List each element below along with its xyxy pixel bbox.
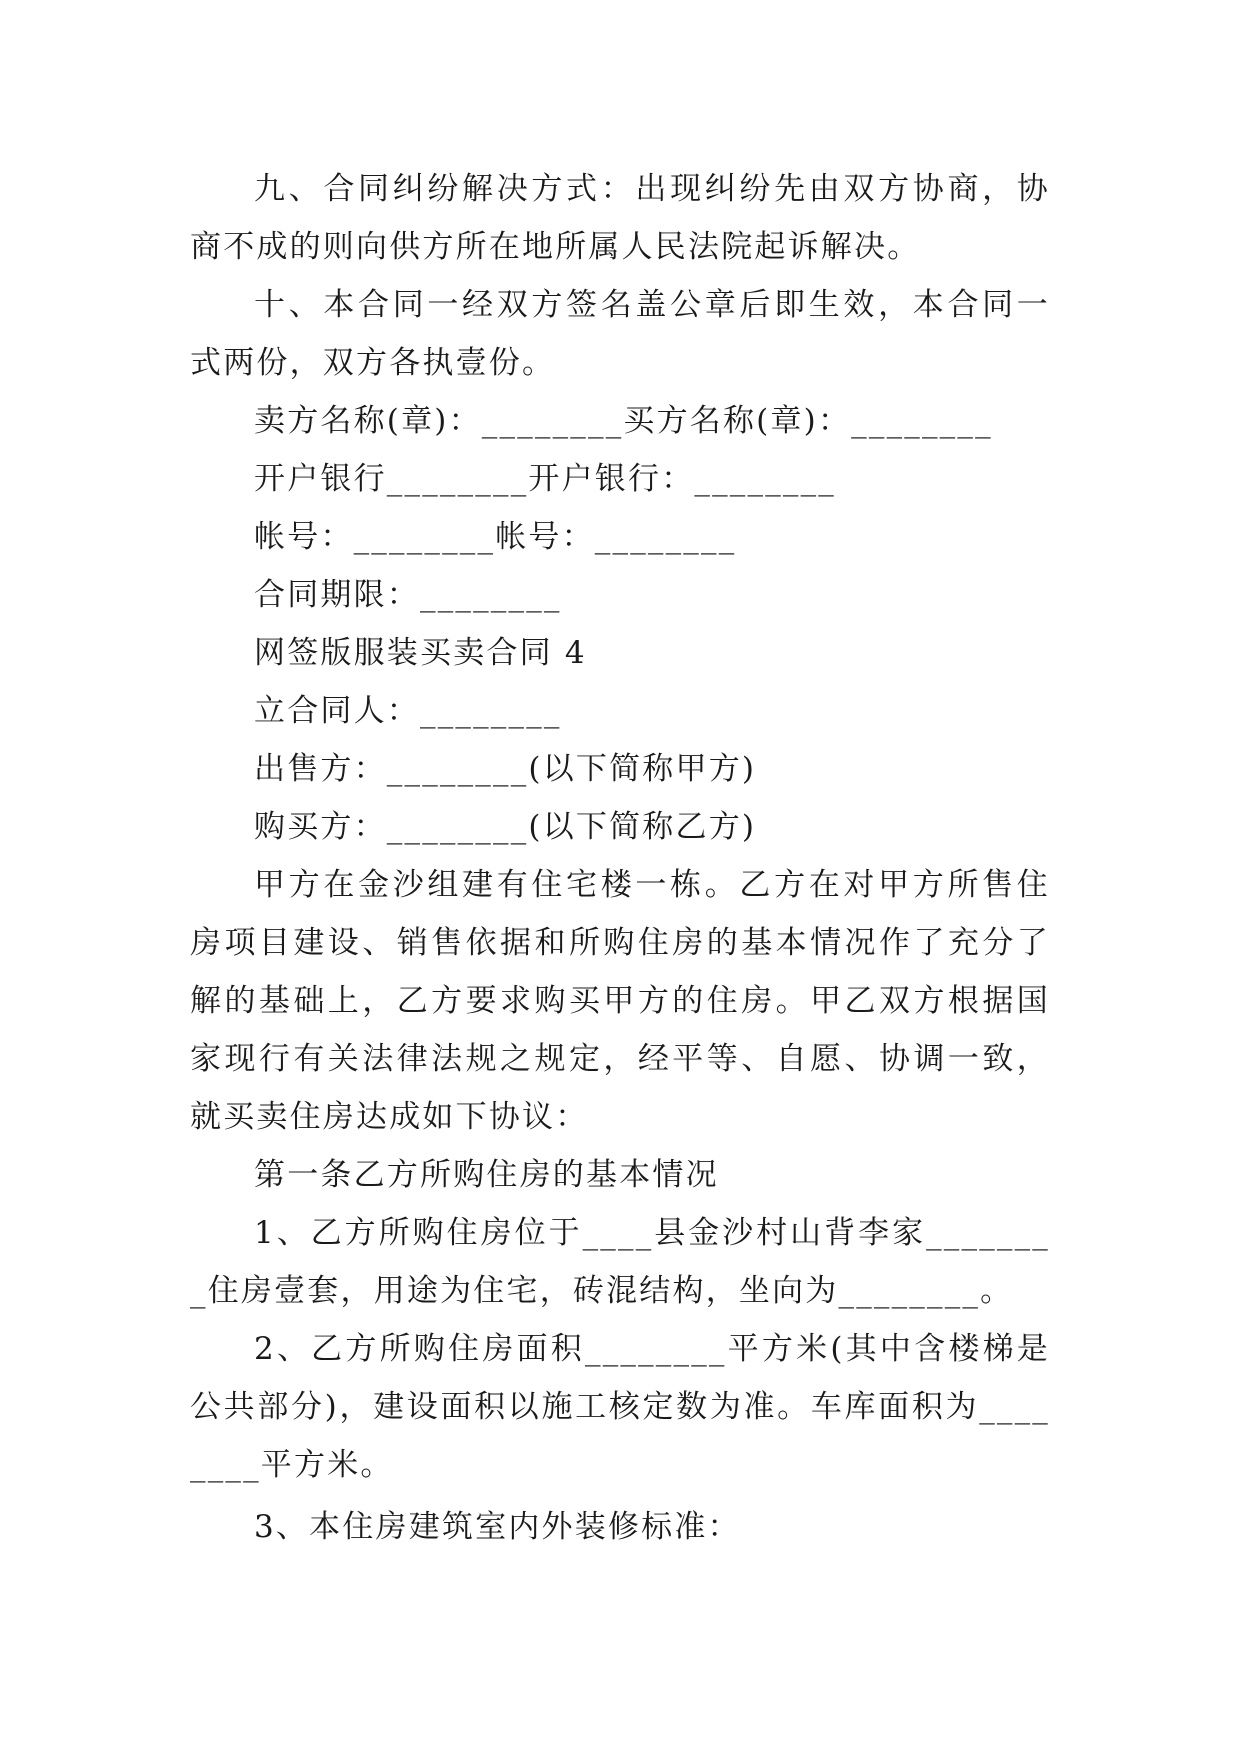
contract-title: 网签版服装买卖合同 4 — [254, 635, 587, 671]
article-1-item-2: 2、乙方所购住房面积________平方米(其中含楼梯是公共部分)，建设面积以施工核定数为准。车库面积为________平方米。 — [190, 1331, 1050, 1483]
seller-buyer-name-line: 卖方名称(章)：________买方名称(章)：________ — [254, 403, 993, 439]
contract-term-line: 合同期限：________ — [254, 577, 562, 613]
article-1-item-3: 3、本住房建筑室内外装修标准： — [254, 1509, 741, 1545]
contracting-party-line: 立合同人：________ — [254, 693, 562, 729]
account-line: 帐号：________帐号：________ — [254, 519, 737, 555]
document-body — [190, 160, 1050, 1556]
seller-line: 出售方：________(以下简称甲方) — [254, 751, 757, 787]
bank-line: 开户银行________开户银行：________ — [254, 461, 836, 497]
clause-9-dispute-resolution: 九、合同纠纷解决方式：出现纠纷先由双方协商，协商不成的则向供方所在地所属人民法院起诉解决。 — [190, 171, 1050, 265]
article-1-heading: 第一条乙方所购住房的基本情况 — [254, 1157, 719, 1193]
buyer-line: 购买方：________(以下简称乙方) — [254, 809, 757, 845]
clause-10-effectiveness: 十、本合同一经双方签名盖公章后即生效，本合同一式两份，双方各执壹份。 — [190, 287, 1050, 381]
preamble-paragraph: 甲方在金沙组建有住宅楼一栋。乙方在对甲方所售住房项目建设、销售依据和所购住房的基本情况作了充分了解的基础上，乙方要求购买甲方的住房。甲乙双方根据国家现行有关法律法规之规定，经平等、自愿、协调一致，就买卖住房达成如下协议： — [190, 867, 1050, 1135]
article-1-item-1: 1、乙方所购住房位于____县金沙村山背李家________住房壹套，用途为住宅，砖混结构，坐向为________。 — [190, 1215, 1050, 1309]
